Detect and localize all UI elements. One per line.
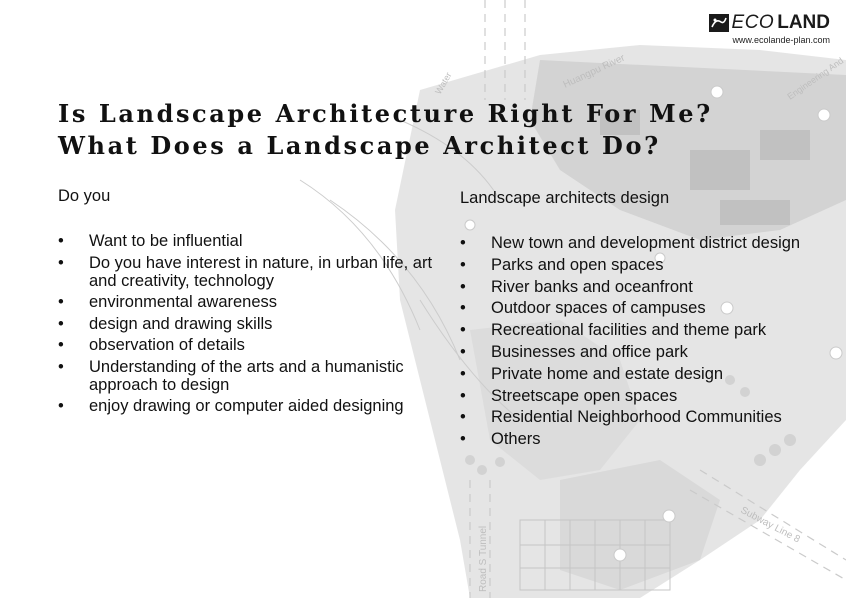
bullet-icon: • <box>58 357 64 376</box>
bullet-icon: • <box>460 321 466 340</box>
list-item: • Streetscape open spaces <box>460 386 678 405</box>
bullet-icon: • <box>58 253 64 272</box>
ecoland-logo-icon <box>709 14 729 32</box>
list-item: • New town and development district design <box>460 234 801 252</box>
map-label-subway: Subway Line 8 <box>738 504 802 546</box>
bullet-icon: • <box>460 386 466 405</box>
list-item: • Residential Neighborhood Communities <box>460 408 782 427</box>
list-item: • Private home and estate design <box>460 364 724 383</box>
logo-url: www.ecolande-plan.com <box>732 35 830 45</box>
bullet-icon: • <box>460 342 466 361</box>
logo-name-eco: ECO <box>731 12 775 33</box>
list-item: • Recreational facilities and theme park <box>460 321 767 340</box>
bullet-icon: • <box>460 364 466 383</box>
bullet-icon: • <box>460 255 466 274</box>
bullet-icon: • <box>58 397 64 415</box>
left-bullet-list <box>58 232 448 415</box>
bullet-icon: • <box>58 232 64 250</box>
map-label-water: Water <box>433 70 454 96</box>
bullet-icon: • <box>58 336 64 354</box>
right-column <box>460 188 842 452</box>
list-item: • enjoy drawing or computer aided designing <box>58 397 404 415</box>
title-line-2: What Does a Landscape Architect Do? <box>58 131 661 160</box>
title-line-1: Is Landscape Architecture Right For Me? <box>58 99 713 128</box>
list-item: • observation of details <box>58 336 245 354</box>
bullet-icon: • <box>460 299 466 318</box>
bullet-icon: • <box>460 277 466 296</box>
map-label-tunnel: Road S Tunnel <box>478 525 489 592</box>
right-bullet-list <box>460 234 842 448</box>
left-column-heading: Do you <box>58 187 111 205</box>
bullet-icon: • <box>460 408 466 427</box>
ecoland-logo <box>709 12 830 45</box>
page-title <box>58 98 713 162</box>
list-item: • Want to be influential <box>58 232 243 250</box>
list-item: • Understanding of the arts and a humanistic approach to design <box>58 357 404 394</box>
bullet-icon: • <box>460 430 466 449</box>
map-label-eng: Engineering And <box>785 55 846 102</box>
list-item: • design and drawing skills <box>58 314 273 333</box>
bullet-icon: • <box>58 293 64 311</box>
list-item: • Outdoor spaces of campuses <box>460 299 706 318</box>
list-item: • Businesses and office park <box>460 342 688 361</box>
map-label-river: Huangpu River <box>561 52 627 91</box>
bullet-icon: • <box>58 314 64 333</box>
list-item: • Do you have interest in nature, in urban life, art and creativity, technology <box>58 253 433 290</box>
left-column <box>58 186 448 419</box>
logo-name-land: LAND <box>777 12 830 33</box>
list-item: • Others <box>460 430 541 449</box>
list-item: • environmental awareness <box>58 293 278 311</box>
bullet-icon: • <box>460 234 466 252</box>
right-column-heading: Landscape architects design <box>460 189 670 207</box>
list-item: • Parks and open spaces <box>460 255 664 274</box>
list-item: • River banks and oceanfront <box>460 277 693 296</box>
